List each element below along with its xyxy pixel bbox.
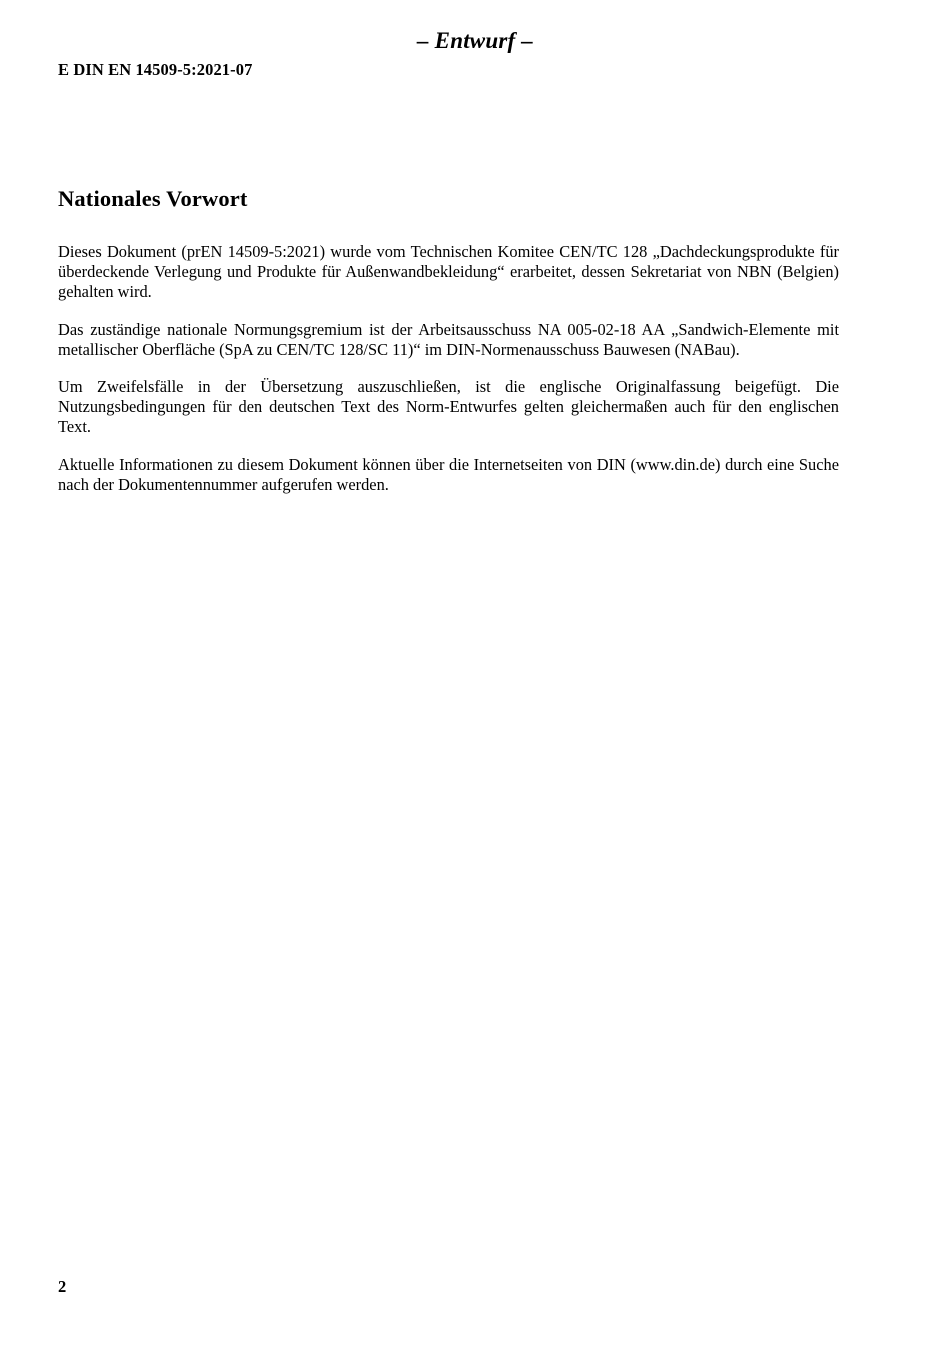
paragraph-national-committee: Das zuständige nationale Normungsgremium ist der Arbeitsausschuss NA 005-02-18 AA „Sandwich-Elemente mit metallischer Oberfläche (SpA zu CEN/TC 128/SC 11)“ im DIN-Normenausschuss Bauwesen (NABau). [58, 319, 839, 359]
page-number: 2 [58, 1277, 67, 1296]
draft-status-label: – Entwurf – [417, 28, 533, 53]
paragraph-translation-note: Um Zweifelsfälle in der Übersetzung auszuschließen, ist die englische Originalfassung beigefügt. Die Nutzungsbedingungen für den deutschen Text des Norm-Entwurfes gelten gleichermaßen auch für den englischen Text. [58, 377, 839, 437]
paragraph-committee-origin: Dieses Dokument (prEN 14509-5:2021) wurde vom Technischen Komitee CEN/TC 128 „Dachdeckungsprodukte für überdeckende Verlegung und Produkte für Außenwandbekleidung“ erarbeitet, dessen Sekretariat von NBN (Belgien) gehalten wird. [58, 242, 839, 302]
page-title: Nationales Vorwort [58, 186, 248, 211]
page-header [0, 0, 950, 100]
document-body [58, 186, 839, 495]
paragraph-current-information: Aktuelle Informationen zu diesem Dokument können über die Internetseiten von DIN (www.din.de) durch eine Suche nach der Dokumentennummer aufgerufen werden. [58, 454, 839, 494]
document-number-label: E DIN EN 14509-5:2021-07 [58, 60, 253, 79]
